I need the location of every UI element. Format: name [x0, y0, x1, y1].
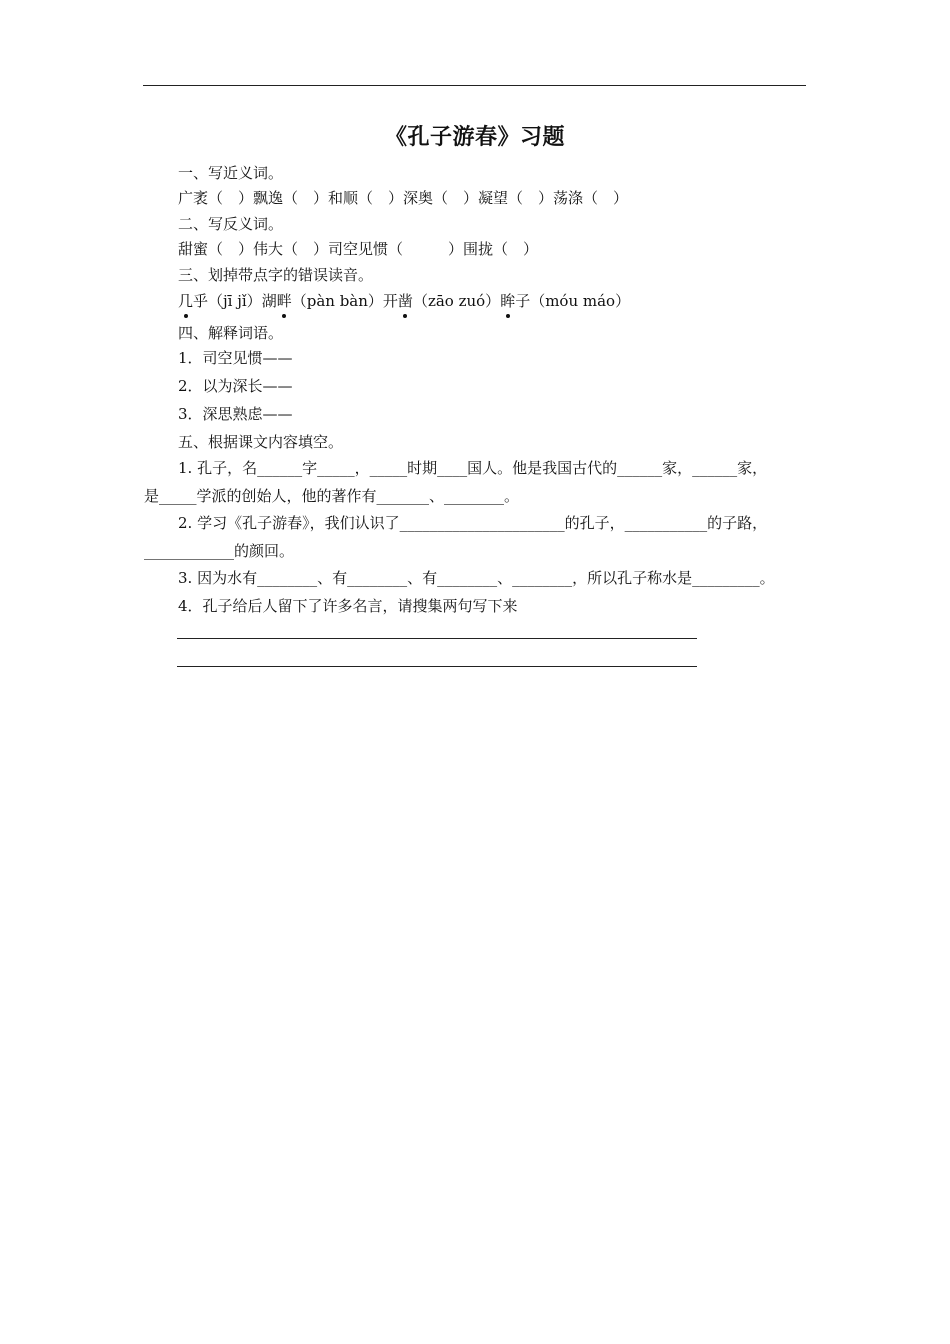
pinyin-choice: （pàn bàn） [291, 292, 383, 310]
section-2-items: 甜蜜（ ）伟大（ ）司空见惯（ ）围拢（ ） [178, 240, 539, 258]
pinyin-choice: 子（móu máo） [515, 292, 631, 310]
word-prefix: 开 [382, 292, 398, 310]
section-1-items: 广袤（ ）飘逸（ ）和顺（ ）深奥（ ）凝望（ ）荡涤（ ） [178, 189, 629, 207]
section-4-item: 3．深思熟虑—— [178, 405, 293, 423]
pinyin-choice: 乎（jī jǐ） [193, 292, 262, 310]
dotted-char: 凿 [397, 292, 413, 310]
dotted-char: 眸 [500, 292, 516, 310]
section-4-item: 2．以为深长—— [178, 377, 293, 395]
question-1-line-1: 1. 孔子，名______字_____，_____时期____国人。他是我国古代的______家，______家， [178, 459, 768, 477]
answer-line [177, 638, 697, 639]
section-1-heading: 一、写近义词。 [178, 164, 284, 182]
section-4-item: 1．司空见惯—— [178, 349, 293, 367]
question-1-line-2: 是_____学派的创始人，他的著作有_______、________。 [144, 487, 520, 505]
pinyin-choice: （zāo zuó） [412, 292, 501, 310]
header-rule [143, 85, 806, 86]
section-2-heading: 二、写反义词。 [178, 215, 284, 233]
question-3: 3. 因为水有________、有________、有________、________，所以孔子称水是_________。 [178, 569, 775, 587]
section-3-heading: 三、划掉带点字的错误读音。 [178, 266, 374, 284]
dotted-char: 几 [178, 292, 194, 310]
section-3-items [178, 290, 630, 311]
page-title: 《孔子游春》习题 [384, 124, 565, 150]
question-4: 4．孔子给后人留下了许多名言，请搜集两句写下来 [178, 597, 518, 615]
dotted-char: 畔 [276, 292, 292, 310]
question-2-line-1: 2. 学习《孔子游春》，我们认识了______________________的孔子，___________的子路， [178, 514, 768, 532]
section-4-heading: 四、解释词语。 [178, 324, 284, 342]
word-prefix: 湖 [261, 292, 277, 310]
section-5-heading: 五、根据课文内容填空。 [178, 433, 344, 451]
question-2-line-2: ____________的颜回。 [144, 542, 295, 560]
answer-line [177, 666, 697, 667]
